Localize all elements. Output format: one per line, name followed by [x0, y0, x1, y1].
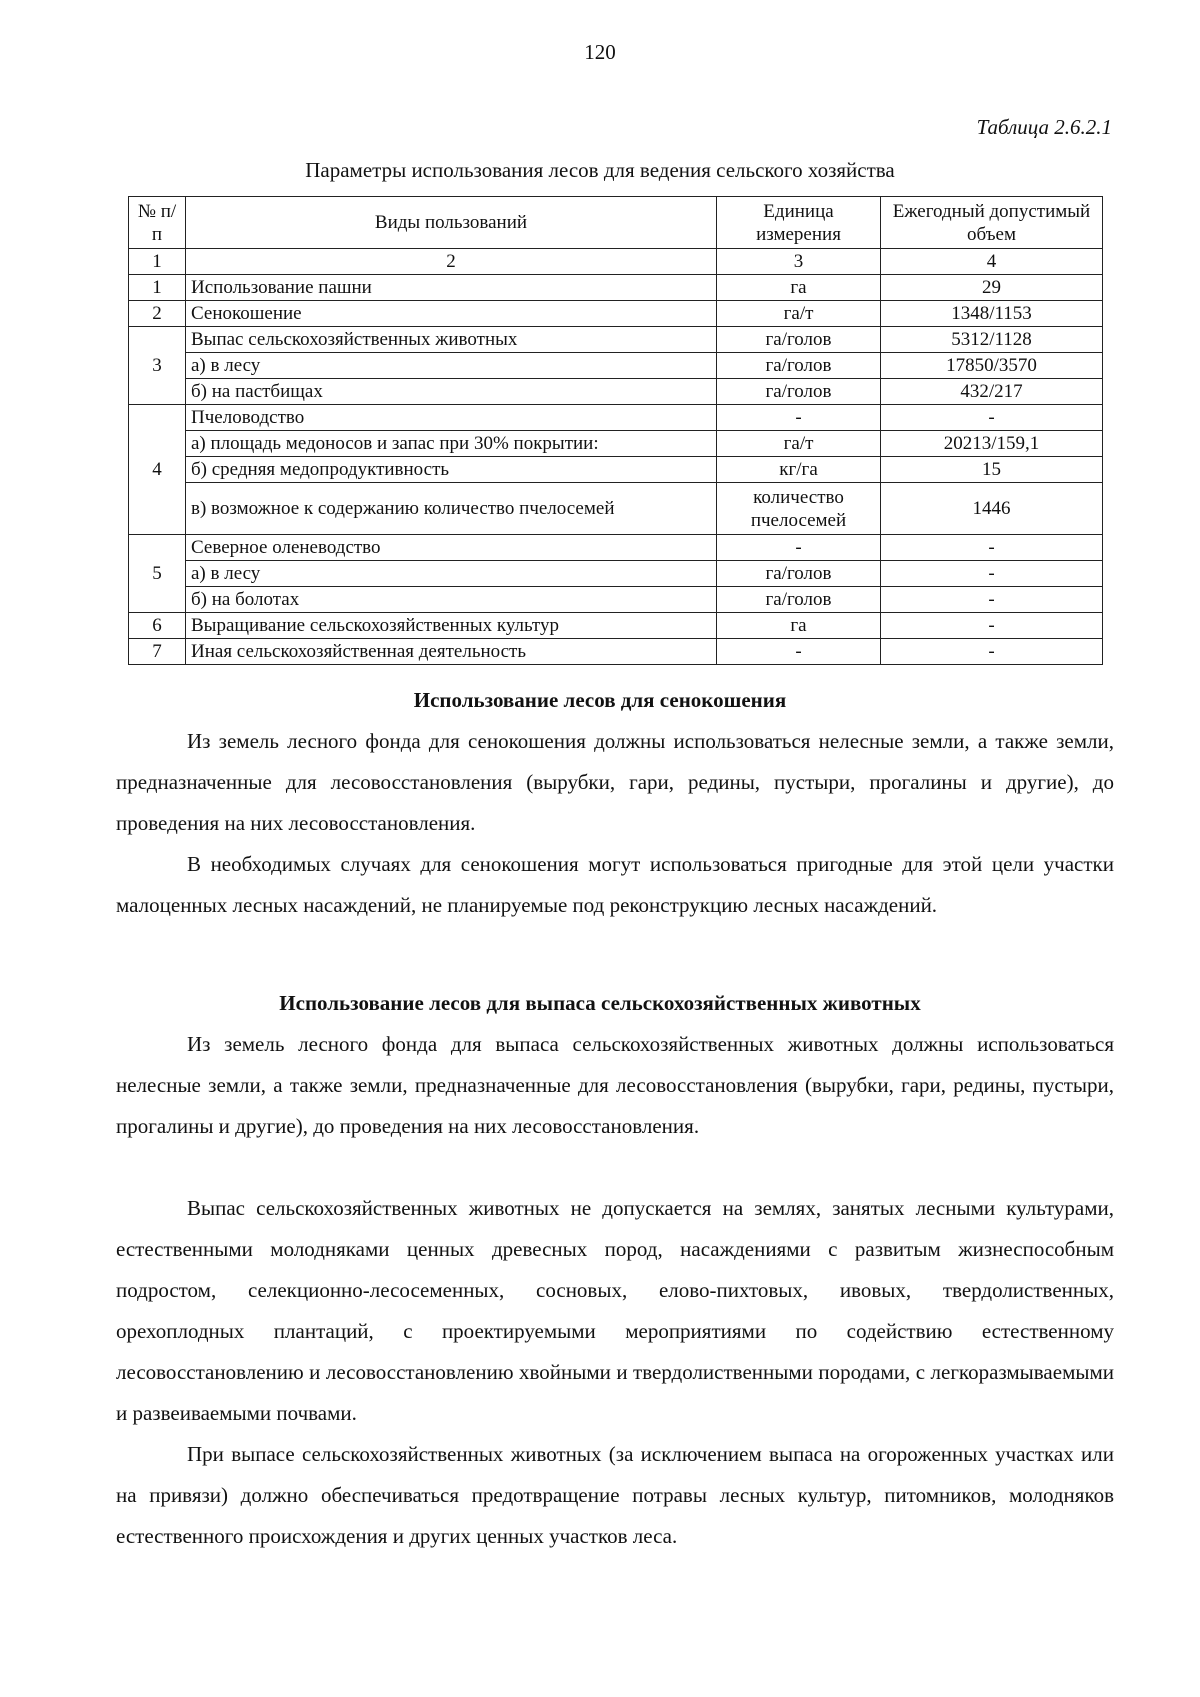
row-unit: га/т — [717, 431, 881, 457]
row-name: б) средняя медопродуктивность — [186, 457, 717, 483]
row-unit: - — [717, 405, 881, 431]
row-unit: га/голов — [717, 353, 881, 379]
paragraph: При выпасе сельскохозяйственных животных (за исключением выпаса на огороженных участках или на привязи) должно обеспечиваться предотвращение потравы лесных культур, питомников, молодняков естественного происхождения и других ценных участков леса. — [116, 1442, 1114, 1548]
page-number: 120 — [584, 40, 616, 64]
table-row — [129, 405, 1103, 431]
header-kind: Виды пользований — [186, 197, 717, 249]
row-value: - — [881, 639, 1103, 665]
row-num: 2 — [129, 301, 186, 327]
row-value: - — [881, 405, 1103, 431]
paragraph: Из земель лесного фонда для сенокошения должны использоваться нелесные земли, а также земли, предназначенные для лесовосстановления (вырубки, гари, редины, пустыри, прогалины и другие), до проведения на них лесовосстановления. — [116, 729, 1114, 835]
row-name: Использование пашни — [186, 275, 717, 301]
row-num: 7 — [129, 639, 186, 665]
column-number: 3 — [717, 249, 881, 275]
row-name: б) на пастбищах — [186, 379, 717, 405]
row-num: 6 — [129, 613, 186, 639]
row-name: Северное оленеводство — [186, 535, 717, 561]
table-row — [129, 587, 1103, 613]
section-heading-grazing: Использование лесов для выпаса сельскохозяйственных животных — [279, 991, 921, 1015]
row-unit: га — [717, 275, 881, 301]
row-unit: га/голов — [717, 561, 881, 587]
row-unit: - — [717, 639, 881, 665]
row-value: 5312/1128 — [881, 327, 1103, 353]
table-row — [129, 613, 1103, 639]
column-number: 4 — [881, 249, 1103, 275]
header-unit: Единица измерения — [717, 197, 881, 249]
row-unit: га/т — [717, 301, 881, 327]
row-unit: - — [717, 535, 881, 561]
row-value: 20213/159,1 — [881, 431, 1103, 457]
column-number: 1 — [129, 249, 186, 275]
table-row — [129, 639, 1103, 665]
header-volume: Ежегодный допустимый объем — [881, 197, 1103, 249]
header-num: № п/п — [129, 197, 186, 249]
table-row — [129, 379, 1103, 405]
table-row — [129, 483, 1103, 535]
row-value: 17850/3570 — [881, 353, 1103, 379]
table-header-row — [129, 197, 1103, 249]
table-row — [129, 275, 1103, 301]
row-unit: га/голов — [717, 327, 881, 353]
table-row — [129, 431, 1103, 457]
row-num: 5 — [129, 535, 186, 613]
column-number: 2 — [186, 249, 717, 275]
table-row — [129, 457, 1103, 483]
row-value: 1446 — [881, 483, 1103, 535]
row-name: Выращивание сельскохозяйственных культур — [186, 613, 717, 639]
row-name: а) в лесу — [186, 353, 717, 379]
row-name: Иная сельскохозяйственная деятельность — [186, 639, 717, 665]
table-row — [129, 535, 1103, 561]
paragraph: В необходимых случаях для сенокошения могут использоваться пригодные для этой цели участки малоценных лесных насаждений, не планируемые под реконструкцию лесных насаждений. — [116, 852, 1114, 917]
column-number-row — [129, 249, 1103, 275]
row-value: - — [881, 587, 1103, 613]
row-unit: количество пчелосемей — [717, 483, 881, 535]
row-unit: га/голов — [717, 379, 881, 405]
row-num: 3 — [129, 327, 186, 405]
paragraph: Выпас сельскохозяйственных животных не допускается на землях, занятых лесными культурами, естественными молодняками ценных древесных пород, насаждениями с развитым жизнеспособным подростом, селекционно-лесосеменных, сосновых, елово-пихтовых, ивовых, твердолиственных, орехоплодных плантаций, с проектируемыми мероприятиями по содействию естественному лесовосстановлению и лесовосстановлению хвойными и твердолиственными породами, с легкоразмываемыми и развеиваемыми почвами. — [116, 1196, 1114, 1425]
row-name: б) на болотах — [186, 587, 717, 613]
table-row — [129, 561, 1103, 587]
row-name: Пчеловодство — [186, 405, 717, 431]
row-name: Выпас сельскохозяйственных животных — [186, 327, 717, 353]
table-label: Таблица 2.6.2.1 — [976, 115, 1112, 139]
table-title: Параметры использования лесов для ведения сельского хозяйства — [305, 158, 895, 182]
table-row — [129, 353, 1103, 379]
row-unit: га — [717, 613, 881, 639]
row-name: а) в лесу — [186, 561, 717, 587]
row-num: 4 — [129, 405, 186, 535]
row-num: 1 — [129, 275, 186, 301]
row-unit: га/голов — [717, 587, 881, 613]
paragraph: Из земель лесного фонда для выпаса сельскохозяйственных животных должны использоваться нелесные земли, а также земли, предназначенные для лесовосстановления (вырубки, гари, редины, пустыри, прогалины и другие), до проведения на них лесовосстановления. — [116, 1032, 1114, 1138]
row-name: Сенокошение — [186, 301, 717, 327]
row-value: 29 — [881, 275, 1103, 301]
row-value: 1348/1153 — [881, 301, 1103, 327]
row-value: 15 — [881, 457, 1103, 483]
row-value: - — [881, 535, 1103, 561]
section-heading-haymaking: Использование лесов для сенокошения — [413, 688, 787, 712]
row-name: в) возможное к содержанию количество пчелосемей — [186, 483, 717, 535]
row-value: - — [881, 613, 1103, 639]
usage-parameters-table — [128, 196, 1103, 665]
row-name: а) площадь медоносов и запас при 30% покрытии: — [186, 431, 717, 457]
row-value: 432/217 — [881, 379, 1103, 405]
table-row — [129, 301, 1103, 327]
row-value: - — [881, 561, 1103, 587]
row-unit: кг/га — [717, 457, 881, 483]
table-row — [129, 327, 1103, 353]
